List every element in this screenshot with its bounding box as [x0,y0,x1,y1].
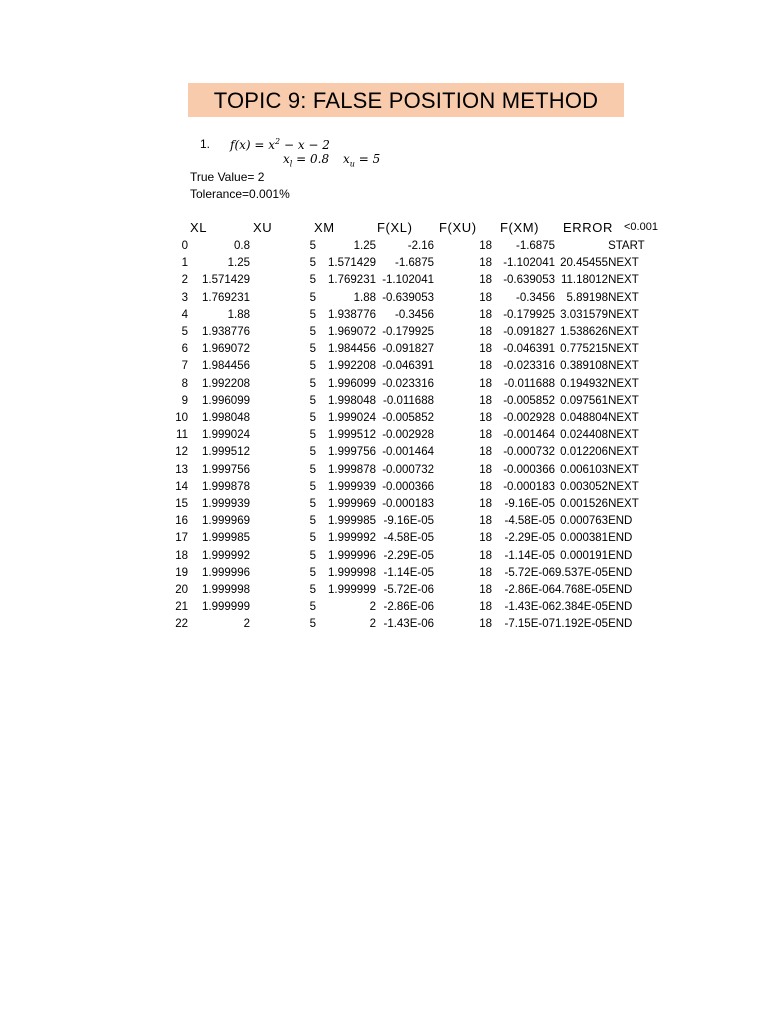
table-row [170,530,648,547]
iteration-cell: 22 [175,618,188,631]
xm-cell: 1.999969 [328,498,376,511]
fxl-cell: -0.179925 [382,326,434,339]
table-row [170,582,648,599]
xu-cell: 5 [309,257,316,270]
table-row [170,496,648,513]
iteration-cell: 4 [181,308,188,321]
fxu-cell: 18 [479,412,492,425]
xu-cell: 5 [309,308,316,321]
xl-cell: 1.998048 [202,412,250,425]
xu-cell: 5 [309,343,316,356]
fxm-cell: -0.000183 [503,480,555,493]
table-row [170,410,648,427]
xu-sub: u [349,159,355,169]
table-row [170,358,648,375]
xu-cell: 5 [309,377,316,390]
xu-cell: 5 [309,618,316,631]
xm-cell: 1.769231 [328,274,376,287]
xu-cell: 5 [309,532,316,545]
fxl-cell: -0.001464 [382,446,434,459]
header-xu: XU [253,220,273,235]
iteration-cell: 8 [181,377,188,390]
fxu-cell: 18 [479,480,492,493]
error-cell: 0.000191 [560,549,609,562]
error-cell: 0.006103 [560,463,609,476]
xm-cell: 1.999996 [328,549,376,562]
xu-cell: 5 [309,498,316,511]
header-criterion: <0.001 [624,221,658,233]
xl-cell: 1.999878 [202,480,250,493]
xu-cell: 5 [309,584,316,597]
fxu-cell: 18 [479,566,492,579]
error-cell: 9.537E-05 [555,566,609,579]
fxu-cell: 18 [479,377,492,390]
fxu-cell: 18 [479,326,492,339]
xu-cell: 5 [309,480,316,493]
table-row [170,290,648,307]
fxm-cell: -0.179925 [503,308,555,321]
fxl-cell: -0.000183 [382,498,434,511]
status-cell: END [608,515,633,528]
xl-cell: 1.999996 [202,566,250,579]
error-cell: 0.024408 [560,429,609,442]
table-row [170,599,648,616]
xl-cell: 1.984456 [202,360,250,373]
fxu-cell: 18 [479,291,492,304]
fxl-cell: -1.102041 [382,274,434,287]
error-cell: 0.001526 [560,498,609,511]
xu-cell: 5 [309,515,316,528]
status-cell: END [608,549,633,562]
error-cell: 3.031579 [560,308,609,321]
header-fxu: F(XU) [439,220,477,235]
problem-number: 1. [200,137,211,151]
xu-cell: 5 [309,240,316,252]
status-cell: NEXT [608,412,639,425]
iteration-cell: 10 [175,412,188,425]
status-cell: NEXT [608,291,639,304]
error-cell: 0.097561 [560,394,609,407]
fxl-cell: -0.011688 [383,394,434,407]
status-cell: END [608,532,633,545]
table-row [170,307,648,324]
iteration-cell: 15 [175,498,188,511]
iteration-cell: 5 [181,326,188,339]
fxu-cell: 18 [479,549,492,562]
xl-cell: 1.88 [227,308,250,321]
xm-cell: 1.999999 [328,584,376,597]
status-cell: NEXT [608,498,639,511]
fxu-cell: 18 [479,532,492,545]
fxl-cell: -4.58E-05 [383,532,434,545]
xl-cell: 1.969072 [202,343,250,356]
xm-cell: 1.984456 [328,343,376,356]
fxm-cell: -0.005852 [503,394,555,407]
table-row [170,513,648,530]
fxl-cell: -0.639053 [382,291,434,304]
iteration-cell: 6 [181,343,188,356]
xu-cell: 5 [309,360,316,373]
error-cell: 0.003052 [560,480,609,493]
status-cell: NEXT [608,377,639,390]
xl-sub: l [289,159,293,169]
header-error: ERROR [563,220,613,235]
iteration-cell: 0 [181,240,188,252]
fxm-cell: -0.091827 [503,326,555,339]
formula-x: x [268,138,276,152]
status-cell: NEXT [608,446,639,459]
table-row [170,479,648,496]
fxl-cell: -9.16E-05 [383,515,434,528]
xu-cell: 5 [309,291,316,304]
iteration-cell: 2 [181,274,188,287]
xl-cell: 1.999985 [202,532,250,545]
fxl-cell: -0.000732 [382,463,434,476]
table-row [170,616,648,633]
fxl-cell: -2.16 [407,240,434,252]
status-cell: NEXT [608,274,639,287]
iteration-cell: 12 [175,446,188,459]
table-row [170,444,648,461]
xl-cell: 1.999992 [202,549,250,562]
status-cell: NEXT [608,343,639,356]
status-cell: END [608,566,633,579]
error-cell: 1.538626 [560,326,609,339]
fxm-cell: -0.000366 [503,463,555,476]
xu-cell: 5 [309,429,316,442]
fxm-cell: -5.72E-06 [504,566,555,579]
xl-cell: 1.996099 [202,394,250,407]
fxu-cell: 18 [479,360,492,373]
xl-cell: 1.999756 [202,463,250,476]
table-row [170,462,648,479]
iteration-cell: 20 [175,584,188,597]
xm-cell: 1.999512 [328,429,376,442]
fxu-cell: 18 [479,446,492,459]
xl-cell: 1.938776 [202,326,250,339]
fxl-cell: -0.002928 [382,429,434,442]
fxu-cell: 18 [479,394,492,407]
iteration-cell: 18 [175,549,188,562]
error-cell: 0.000381 [560,532,609,545]
xm-cell: 2 [369,618,376,631]
formula-rest: − x − 2 [280,138,330,152]
error-cell: 0.048804 [560,412,609,425]
fxl-cell: -0.005852 [382,412,434,425]
xm-cell: 1.999024 [328,412,376,425]
fxm-cell: -1.43E-06 [504,601,555,614]
fxu-cell: 18 [479,257,492,270]
iteration-cell: 3 [181,291,188,304]
error-cell: 0.775215 [560,343,609,356]
true-value: True Value= 2 [190,170,265,184]
status-cell: NEXT [608,257,639,270]
fxu-cell: 18 [479,463,492,476]
xl-cell: 1.992208 [202,377,250,390]
fxm-cell: -1.6875 [515,240,555,252]
header-fxm: F(XM) [500,220,540,235]
fxm-cell: -0.023316 [503,360,555,373]
upper-bound-formula [343,152,380,168]
xm-cell: 2 [369,601,376,614]
header-xm: XM [314,220,335,235]
error-cell [555,238,608,255]
xm-cell: 1.999939 [328,480,376,493]
xl-value: = 0.8 [292,152,330,166]
fxm-cell: -0.002928 [503,412,555,425]
fxl-cell: -0.3456 [394,308,434,321]
xm-cell: 1.999878 [328,463,376,476]
iteration-cell: 1 [181,257,188,270]
xm-cell: 1.999992 [328,532,376,545]
status-cell: END [608,618,633,631]
fxm-cell: -0.000732 [503,446,555,459]
fxl-cell: -1.43E-06 [383,618,434,631]
xl-cell: 1.999024 [202,429,250,442]
iteration-cell: 7 [181,360,188,373]
error-cell: 2.384E-05 [555,601,609,614]
xm-cell: 1.999756 [328,446,376,459]
fxl-cell: -2.86E-06 [383,601,434,614]
xl-cell: 1.999999 [202,601,250,614]
xu-cell: 5 [309,549,316,562]
table-row [170,565,648,582]
fxu-cell: 18 [479,343,492,356]
xl-cell: 1.999998 [202,584,250,597]
error-cell: 5.89198 [566,291,609,304]
error-cell: 1.192E-05 [555,618,609,631]
fxu-cell: 18 [479,240,492,252]
status-cell: END [608,584,633,597]
status-cell: NEXT [608,326,639,339]
xm-cell: 1.992208 [328,360,376,373]
fxm-cell: -0.3456 [515,291,555,304]
table-row [170,272,648,289]
status-cell: NEXT [608,463,639,476]
error-cell: 0.389108 [560,360,609,373]
table-row [170,255,648,272]
table-row [170,548,648,565]
fxu-cell: 18 [479,308,492,321]
fxu-cell: 18 [479,601,492,614]
xu-cell: 5 [309,463,316,476]
xu-cell: 5 [309,601,316,614]
iteration-cell: 21 [175,601,188,614]
xl-cell: 1.571429 [202,274,250,287]
table-row [170,341,648,358]
fxu-cell: 18 [479,498,492,511]
status-cell: START [608,240,645,252]
iteration-cell: 16 [175,515,188,528]
fxu-cell: 18 [479,584,492,597]
status-cell: NEXT [608,308,639,321]
table-row [170,427,648,444]
status-cell: NEXT [608,394,639,407]
fxm-cell: -9.16E-05 [504,498,555,511]
fxu-cell: 18 [479,618,492,631]
xl-cell: 1.999939 [202,498,250,511]
iteration-table [170,238,648,634]
table-row [170,393,648,410]
fxm-cell: -0.639053 [503,274,555,287]
error-cell: 4.768E-05 [555,584,609,597]
formula-exponent: 2 [275,137,281,146]
tolerance: Tolerance=0.001% [190,187,290,201]
table-row [170,376,648,393]
xm-cell: 1.998048 [328,394,376,407]
error-cell: 0.000763 [560,515,609,528]
xm-cell: 1.999985 [328,515,376,528]
page-title: TOPIC 9: FALSE POSITION METHOD [188,83,624,117]
xu-cell: 5 [309,412,316,425]
fxm-cell: -1.102041 [503,257,555,270]
xu-cell: 5 [309,566,316,579]
fxl-cell: -0.046391 [382,360,434,373]
xu-cell: 5 [309,446,316,459]
fxl-cell: -0.023316 [382,377,434,390]
iteration-cell: 13 [175,463,188,476]
header-fxl: F(XL) [377,220,413,235]
table-row [170,238,648,255]
fxl-cell: -5.72E-06 [383,584,434,597]
fxu-cell: 18 [479,515,492,528]
lower-bound-formula [283,152,329,168]
fxl-cell: -0.091827 [382,343,434,356]
xm-cell: 1.88 [353,291,376,304]
xl-cell: 2 [243,618,250,631]
iteration-cell: 9 [181,394,188,407]
xu-var: x [343,152,350,166]
xm-cell: 1.996099 [328,377,376,390]
iteration-cell: 17 [175,532,188,545]
xm-cell: 1.999998 [328,566,376,579]
status-cell: NEXT [608,429,639,442]
error-cell: 11.18012 [560,274,609,287]
xu-cell: 5 [309,326,316,339]
fxm-cell: -2.29E-05 [504,532,555,545]
iteration-cell: 19 [175,566,188,579]
fxm-cell: -7.15E-07 [504,618,555,631]
status-cell: END [608,601,633,614]
xu-cell: 5 [309,274,316,287]
fxm-cell: -0.011688 [504,377,555,390]
fxm-cell: -4.58E-05 [504,515,555,528]
xm-cell: 1.938776 [328,308,376,321]
iteration-cell: 11 [176,429,188,442]
xm-cell: 1.25 [353,240,376,252]
xm-cell: 1.969072 [328,326,376,339]
fxl-cell: -1.14E-05 [383,566,434,579]
fxm-cell: -0.001464 [503,429,555,442]
fxm-cell: -2.86E-06 [504,584,555,597]
error-cell: 0.194932 [560,377,609,390]
fxl-cell: -2.29E-05 [383,549,434,562]
status-cell: NEXT [608,480,639,493]
xu-value: = 5 [354,152,381,166]
xl-cell: 1.25 [227,257,250,270]
fxu-cell: 18 [479,274,492,287]
formula-lhs: f(x) = [230,138,269,152]
error-cell: 20.45455 [560,257,609,270]
xl-cell: 1.999969 [202,515,250,528]
iteration-cell: 14 [175,480,188,493]
xl-cell: 1.769231 [202,291,250,304]
fxm-cell: -1.14E-05 [504,549,555,562]
fxl-cell: -1.6875 [394,257,434,270]
fxu-cell: 18 [479,429,492,442]
fxm-cell: -0.046391 [503,343,555,356]
header-xl: XL [190,220,208,235]
xl-var: x [283,152,290,166]
fxl-cell: -0.000366 [382,480,434,493]
xl-cell: 1.999512 [202,446,250,459]
table-row [170,324,648,341]
function-formula [230,137,330,152]
xu-cell: 5 [309,394,316,407]
xm-cell: 1.571429 [328,257,376,270]
status-cell: NEXT [608,360,639,373]
error-cell: 0.012206 [560,446,609,459]
xl-cell: 0.8 [234,240,250,252]
